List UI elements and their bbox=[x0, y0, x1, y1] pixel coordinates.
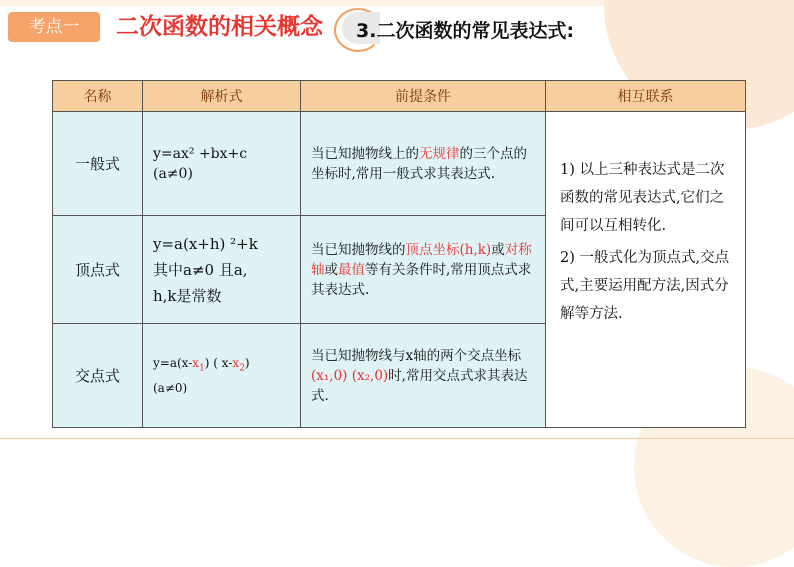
formula-var: x bbox=[192, 355, 200, 370]
header-formula: 解析式 bbox=[143, 81, 301, 112]
formula-line bbox=[153, 353, 300, 378]
formula-part: ) ( x- bbox=[204, 355, 233, 370]
formula-line: (a≠0) bbox=[153, 381, 188, 396]
condition-text: 等有关条件时,常用顶点式求其表达式. bbox=[311, 261, 532, 298]
section-tag: 考点一 bbox=[8, 12, 100, 42]
condition-highlight: 最值 bbox=[338, 261, 365, 278]
relation-point-1: 1) 以上三种表达式是二次函数的常见表达式,它们之间可以互相转化. bbox=[560, 162, 725, 234]
subtitle: 3.二次函数的常见表达式: bbox=[356, 20, 575, 42]
condition-text: 时,常用交点式求其表达式. bbox=[311, 367, 528, 404]
formula-part: y=a(x- bbox=[153, 355, 193, 370]
row-condition bbox=[301, 324, 546, 428]
condition-text: 的三个点的坐标时,常用一般式求其表达式. bbox=[311, 145, 527, 182]
table-row bbox=[53, 112, 746, 216]
relation-cell bbox=[546, 112, 746, 428]
condition-highlight: (x₁,0) (x₂,0) bbox=[311, 367, 389, 384]
formula-sub: 1 bbox=[199, 363, 205, 374]
row-formula bbox=[143, 216, 301, 324]
page-title: 二次函数的相关概念 bbox=[116, 14, 323, 40]
relation-content bbox=[560, 112, 735, 328]
row-name: 顶点式 bbox=[53, 216, 143, 324]
row-formula bbox=[143, 112, 301, 216]
formula-x2 bbox=[232, 355, 245, 374]
expression-table bbox=[52, 80, 746, 428]
row-condition bbox=[301, 112, 546, 216]
formula-line: y=ax² +bx+c bbox=[153, 145, 248, 162]
row-condition bbox=[301, 216, 546, 324]
row-formula bbox=[143, 324, 301, 428]
formula-line: h,k是常数 bbox=[153, 286, 222, 305]
condition-highlight: 对称轴 bbox=[311, 241, 532, 278]
formula-x1 bbox=[192, 355, 205, 374]
relation-point-2: 2) 一般式化为顶点式,交点式,主要运用配方法,因式分解等方法. bbox=[560, 250, 730, 322]
row-name: 交点式 bbox=[53, 324, 143, 428]
formula-line: y=a(x+h) ²+k bbox=[153, 234, 258, 253]
formula-line: 其中a≠0 且a, bbox=[153, 260, 248, 279]
formula-sub: 2 bbox=[239, 363, 245, 374]
row-name: 一般式 bbox=[53, 112, 143, 216]
bottom-rule bbox=[0, 438, 794, 439]
condition-highlight: 无规律 bbox=[419, 145, 460, 162]
header-name: 名称 bbox=[53, 81, 143, 112]
condition-text: 当已知抛物线与x轴的两个交点坐标 bbox=[311, 347, 522, 364]
formula-part: ) bbox=[244, 355, 250, 370]
formula-line: (a≠0) bbox=[153, 165, 193, 182]
formula-var: x bbox=[232, 355, 240, 370]
condition-text: 或 bbox=[491, 241, 505, 258]
condition-text: 或 bbox=[324, 261, 338, 278]
condition-highlight: 顶点坐标(h,k) bbox=[405, 241, 492, 258]
condition-text: 当已知抛物线的 bbox=[311, 241, 406, 258]
condition-text: 当已知抛物线上的 bbox=[311, 145, 419, 162]
header-condition: 前提条件 bbox=[301, 81, 546, 112]
table-header-row bbox=[53, 81, 746, 112]
header-relation: 相互联系 bbox=[546, 81, 746, 112]
